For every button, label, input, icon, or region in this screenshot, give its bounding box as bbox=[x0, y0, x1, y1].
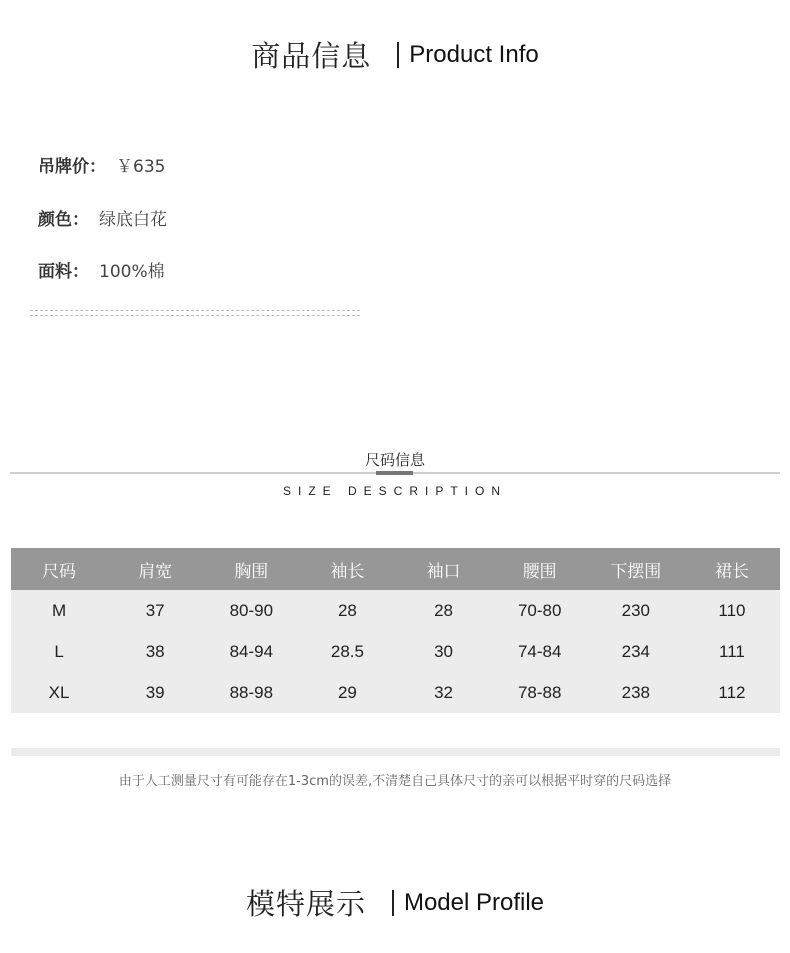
model-profile-title bbox=[0, 882, 790, 923]
table-row bbox=[11, 631, 780, 672]
table-cell: 234 bbox=[588, 631, 684, 672]
table-cell: 111 bbox=[684, 631, 780, 672]
table-cell: 32 bbox=[396, 672, 492, 713]
price-row bbox=[38, 152, 165, 177]
size-table-header-row bbox=[11, 548, 780, 590]
table-cell: 28 bbox=[396, 590, 492, 631]
title-divider bbox=[397, 42, 399, 68]
product-info-title bbox=[0, 34, 790, 75]
header-bust: 胸围 bbox=[203, 548, 299, 590]
table-cell: 74-84 bbox=[492, 631, 588, 672]
table-cell: 238 bbox=[588, 672, 684, 713]
color-row bbox=[38, 205, 167, 230]
product-info-title-en: Product Info bbox=[409, 40, 539, 68]
header-sleeve-length: 袖长 bbox=[299, 548, 395, 590]
table-cell: 39 bbox=[107, 672, 203, 713]
table-cell: 78-88 bbox=[492, 672, 588, 713]
table-cell: 112 bbox=[684, 672, 780, 713]
table-row bbox=[11, 672, 780, 713]
table-cell: 38 bbox=[107, 631, 203, 672]
header-waist: 腰围 bbox=[492, 548, 588, 590]
color-label: 颜色： bbox=[38, 210, 89, 230]
product-info-title-cn: 商品信息 bbox=[251, 39, 372, 73]
size-header-accent bbox=[376, 471, 413, 475]
price-label: 吊牌价： bbox=[38, 157, 106, 177]
size-description-subtitle: SIZE DESCRIPTION bbox=[282, 484, 507, 498]
gray-divider-bar bbox=[11, 748, 780, 756]
table-cell: 30 bbox=[396, 631, 492, 672]
table-cell: 28.5 bbox=[299, 631, 395, 672]
fabric-label: 面料： bbox=[38, 262, 89, 282]
title-divider bbox=[392, 890, 394, 916]
model-profile-title-en: Model Profile bbox=[403, 888, 545, 916]
header-skirt-length: 裙长 bbox=[684, 548, 780, 590]
table-cell: 80-90 bbox=[203, 590, 299, 631]
table-cell: 37 bbox=[107, 590, 203, 631]
table-cell: M bbox=[11, 590, 107, 631]
table-cell: 110 bbox=[684, 590, 780, 631]
header-shoulder: 肩宽 bbox=[107, 548, 203, 590]
dotted-divider bbox=[30, 310, 360, 316]
table-cell: 84-94 bbox=[203, 631, 299, 672]
price-value: ￥635 bbox=[116, 157, 166, 177]
fabric-row bbox=[38, 257, 165, 282]
table-cell: 28 bbox=[299, 590, 395, 631]
header-cuff: 袖口 bbox=[396, 548, 492, 590]
table-cell: L bbox=[11, 631, 107, 672]
header-size: 尺码 bbox=[11, 548, 107, 590]
size-measurement-note: 由于人工测量尺寸有可能存在1-3cm的误差,不清楚自己具体尺寸的亲可以根据平时穿的尺码选择 bbox=[118, 774, 672, 789]
color-value: 绿底白花 bbox=[99, 210, 167, 230]
table-cell: XL bbox=[11, 672, 107, 713]
fabric-value: 100%棉 bbox=[99, 262, 165, 282]
size-info-title: 尺码信息 bbox=[364, 451, 425, 469]
table-row bbox=[11, 590, 780, 631]
model-profile-title-cn: 模特展示 bbox=[245, 887, 366, 921]
header-hem: 下摆围 bbox=[588, 548, 684, 590]
table-cell: 230 bbox=[588, 590, 684, 631]
table-cell: 29 bbox=[299, 672, 395, 713]
table-cell: 88-98 bbox=[203, 672, 299, 713]
size-table bbox=[11, 548, 780, 713]
table-cell: 70-80 bbox=[492, 590, 588, 631]
